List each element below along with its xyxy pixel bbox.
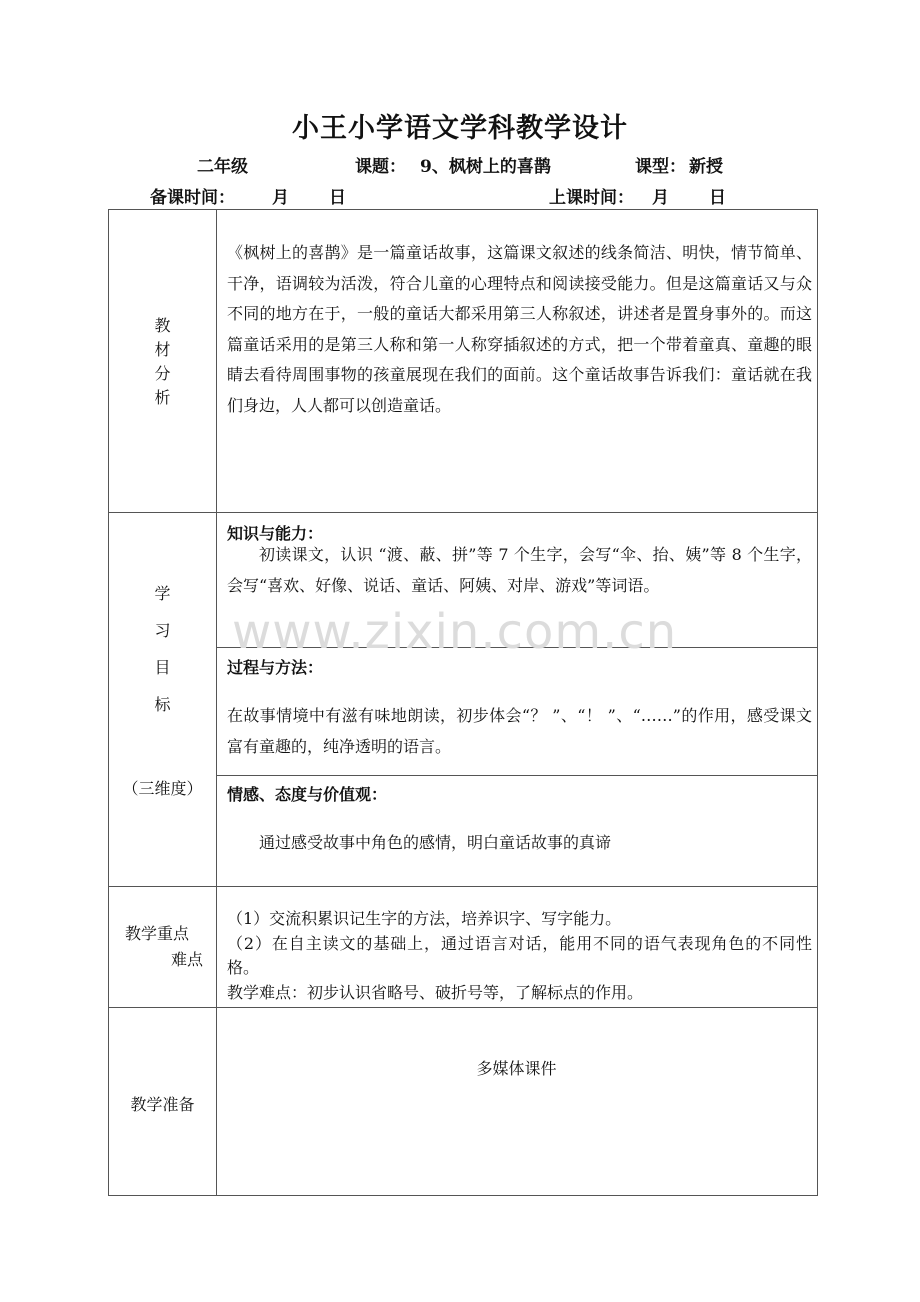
analysis-label-char: 分 — [154, 364, 171, 383]
keypoints-line2: （2）在自主读文的基础上，通过语言对话，能用不同的语气表现角色的不同性格。 — [227, 933, 812, 977]
objectives-label-char: 习 — [154, 621, 171, 640]
class-day: 日 — [709, 188, 726, 208]
preparation-label: 教学准备 — [130, 1095, 195, 1114]
emotion-text: 通过感受故事中角色的感情，明白童话故事的真谛 — [259, 833, 612, 852]
watermark: www.zixin.com.cn — [232, 604, 678, 660]
process-heading: 过程与方法： — [227, 658, 324, 677]
prep-time-label: 备课时间： — [150, 188, 235, 208]
keypoints-label — [125, 921, 203, 973]
keypoints-label-line2: 难点 — [170, 950, 203, 969]
row-divider-analysis — [109, 512, 817, 513]
objectives-label — [109, 575, 216, 723]
objectives-sub-label: （三维度） — [122, 779, 203, 798]
prep-day: 日 — [329, 188, 346, 208]
prep-month: 月 — [272, 188, 289, 208]
knowledge-text: 初读课文，认识 “渡、蔽、拼”等 7 个生字，会写“伞、抬、姨”等 8 个生字，会写“喜欢、好像、说话、童话、阿姨、对岸、游戏”等词语。 — [227, 545, 812, 595]
lesson-table — [108, 209, 818, 1196]
keypoints-line3: 教学难点：初步认识省略号、破折号等，了解标点的作用。 — [227, 982, 644, 1002]
row-divider-keypoints — [109, 1007, 817, 1008]
type-label: 课型： — [635, 157, 686, 177]
row-divider-objectives — [109, 886, 817, 887]
emotion-heading: 情感、态度与价值观： — [227, 785, 388, 804]
topic-label: 课题： — [355, 157, 406, 177]
topic-value: 9、枫树上的喜鹊 — [420, 157, 551, 177]
analysis-label-char: 教 — [154, 316, 171, 335]
objectives-label-char: 标 — [154, 695, 171, 714]
objectives-label-char: 学 — [154, 584, 171, 603]
analysis-label-char: 材 — [154, 340, 171, 359]
objectives-label-char: 目 — [154, 658, 171, 677]
grade: 二年级 — [197, 157, 248, 177]
keypoints-line1: （1）交流积累识记生字的方法，培养识字、写字能力。 — [227, 909, 622, 928]
analysis-text: 《枫树上的喜鹊》是一篇童话故事，这篇课文叙述的线条简洁、明快，情节简单、干净，语调较为活泼，符合儿童的心理特点和阅读接受能力。但是这篇童话又与众不同的地方在于，一般的童话大都采用第三人称叙述，讲述者是置身事外的。而这篇童话采用的是第三人称和第一人称穿插叙述的方式，把一个带着童真、童趣的眼睛去看待周围事物的孩童展现在我们的面前。这个童话故事告诉我们：童话就在我们身边，人人都可以创造童话。 — [227, 243, 812, 415]
analysis-label-char: 析 — [154, 388, 171, 407]
analysis-label — [109, 314, 216, 410]
keypoints-text — [227, 907, 812, 1005]
class-month: 月 — [652, 188, 669, 208]
row-divider-process — [216, 775, 817, 776]
knowledge-heading: 知识与能力： — [227, 524, 324, 543]
process-text: 在故事情境中有滋有味地朗读，初步体会“？ ”、“！ ”、“……”的作用，感受课文富有童趣的，纯净透明的语言。 — [227, 706, 812, 756]
preparation-text: 多媒体课件 — [476, 1059, 557, 1078]
column-divider — [216, 210, 217, 1195]
type-value: 新授 — [689, 157, 723, 177]
class-time-label: 上课时间： — [549, 188, 634, 208]
keypoints-label-line1: 教学重点 — [125, 924, 190, 943]
page-title: 小王小学语文学科教学设计 — [292, 113, 628, 144]
row-divider-knowledge — [216, 647, 817, 648]
